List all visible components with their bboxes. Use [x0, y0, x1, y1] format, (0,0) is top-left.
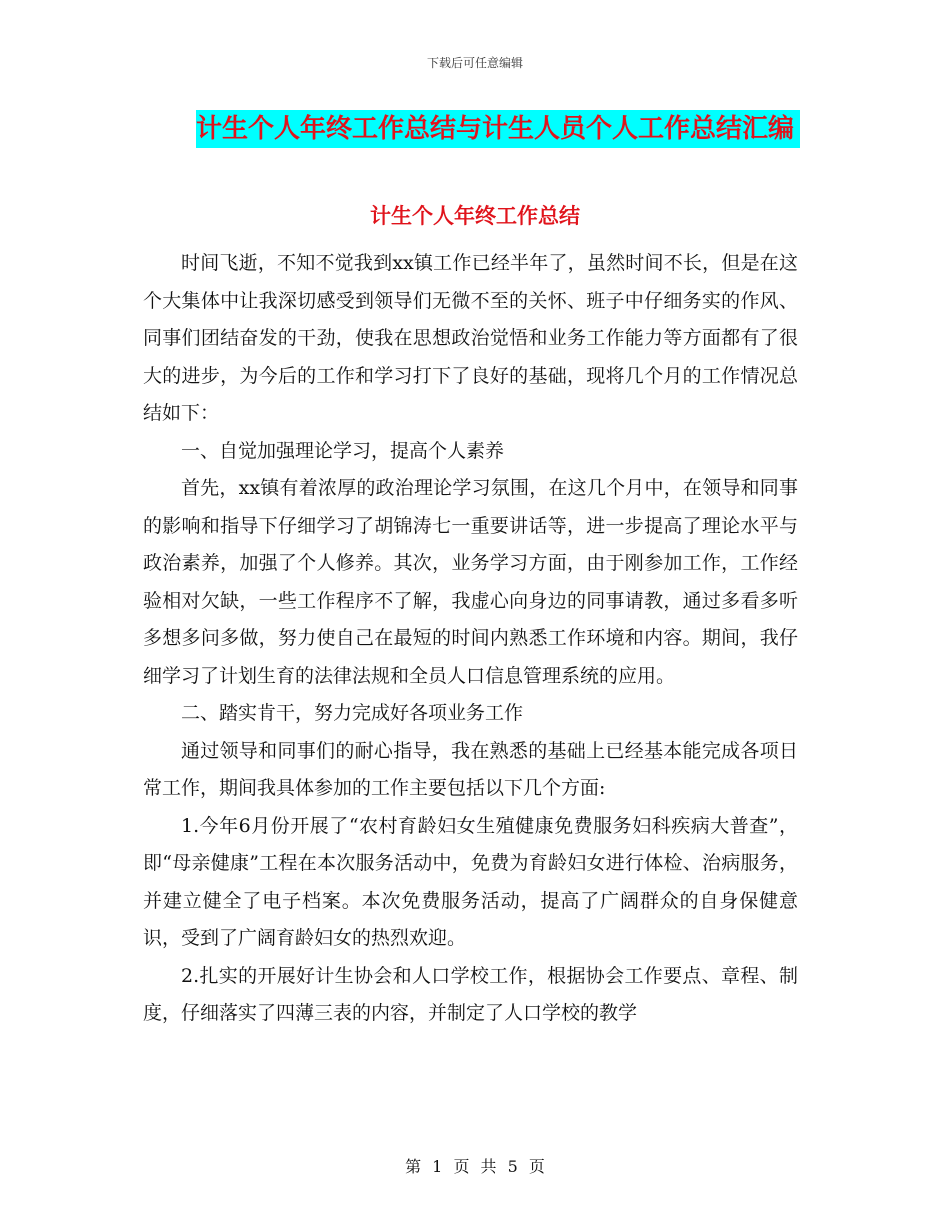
heading-section-1: 一、自觉加强理论学习，提高个人素养	[181, 439, 505, 462]
document-body	[143, 245, 798, 1033]
page-footer: 第 1 页 共 5 页	[405, 1157, 545, 1176]
document-title: 计生个人年终工作总结与计生人员个人工作总结汇编	[196, 110, 800, 148]
heading-section-2: 二、踏实肯干，努力完成好各项业务工作	[181, 702, 524, 724]
paragraph-section-1: 首先，xx镇有着浓厚的政治理论学习氛围，在这几个月中，在领导和同事的影响和指导下仔细学习了胡锦涛七一重要讲话等，进一步提高了理论水平与政治素养，加强了个人修养。其次，业务学习方面，由于刚参加工作，工作经验相对欠缺，一些工作程序不了解，我虚心向身边的同事请教，通过多看多听多想多问多做，努力使自己在最短的时间内熟悉工作环境和内容。期间，我仔细学习了计划生育的法律法规和全员人口信息管理系统的应用。	[143, 477, 798, 687]
paragraph-intro: 时间飞逝，不知不觉我到xx镇工作已经半年了，虽然时间不长，但是在这个大集体中让我深切感受到领导们无微不至的关怀、班子中仔细务实的作风、同事们团结奋发的干劲，使我在思想政治觉悟和业务工作能力等方面都有了很大的进步，为今后的工作和学习打下了良好的基础，现将几个月的工作情况总结如下：	[143, 252, 798, 424]
paragraph-section-2: 通过领导和同事们的耐心指导，我在熟悉的基础上已经基本能完成各项日常工作，期间我具体参加的工作主要包括以下几个方面:	[143, 739, 798, 799]
header-note: 下载后可任意编辑	[426, 56, 523, 70]
section-title: 计生个人年终工作总结	[370, 204, 580, 228]
paragraph-item-2: 2.扎实的开展好计生协会和人口学校工作，根据协会工作要点、章程、制度，仔细落实了四薄三表的内容，并制定了人口学校的教学	[143, 964, 798, 1024]
paragraph-item-1: 1.今年6月份开展了“农村育龄妇女生殖健康免费服务妇科疾病大普查”，即“母亲健康”工程在本次服务活动中，免费为育龄妇女进行体检、治病服务，并建立健全了电子档案。本次免费服务活动，提高了广阔群众的自身保健意识，受到了广阔育龄妇女的热烈欢迎。	[143, 814, 798, 949]
